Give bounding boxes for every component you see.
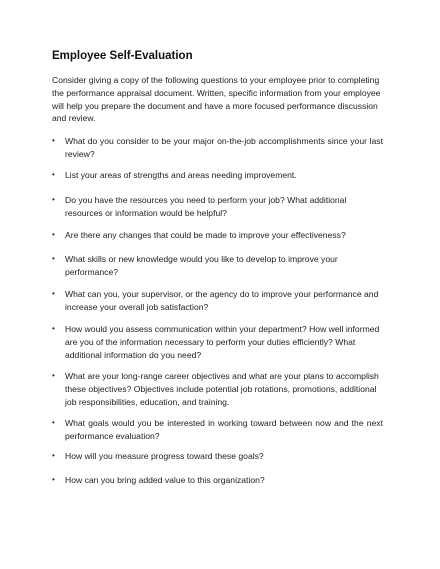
bullet-icon: •: [52, 136, 55, 145]
bullet-icon: •: [52, 289, 55, 298]
bullet-icon: •: [52, 418, 55, 427]
list-item: [52, 135, 382, 161]
question-text: How would you assess communication within your department? How well informed are you of the information necessary to perform your duties efficiently? What additional information do you need?: [65, 324, 380, 360]
list-item: [52, 450, 382, 463]
bullet-icon: •: [52, 371, 55, 380]
question-text: What goals would you be interested in working toward between now and the next performance evaluation?: [65, 418, 383, 441]
bullet-icon: •: [52, 451, 55, 460]
intro-paragraph: Consider giving a copy of the following questions to your employee prior to completing the performance appraisal document. Written, specific information from your employee will help you prepare the document and have a more focused performance discussion and review.: [52, 75, 381, 124]
document-title: Employee Self-Evaluation: [52, 50, 193, 62]
question-text: What are your long-range career objectives and what are your plans to accomplish these objectives? Objectives include potential job rotations, promotions, additional job responsibilities, education, and training.: [65, 371, 379, 407]
question-text: What can you, your supervisor, or the agency do to improve your performance and increase your overall job satisfaction?: [65, 289, 379, 312]
list-item: [52, 288, 382, 314]
list-item: [52, 370, 382, 408]
question-text: What skills or new knowledge would you like to develop to improve your performance?: [65, 254, 338, 277]
bullet-icon: •: [52, 195, 55, 204]
list-item: [52, 229, 382, 242]
question-text: How will you measure progress toward these goals?: [65, 451, 264, 461]
list-item: [52, 323, 382, 361]
list-item: [52, 169, 382, 182]
list-item: [52, 194, 382, 220]
question-text: List your areas of strengths and areas needing improvement.: [65, 170, 297, 180]
bullet-icon: •: [52, 324, 55, 333]
bullet-icon: •: [52, 475, 55, 484]
list-item: [52, 417, 382, 443]
bullet-icon: •: [52, 230, 55, 239]
bullet-icon: •: [52, 254, 55, 263]
list-item: [52, 474, 382, 487]
list-item: [52, 253, 382, 279]
question-text: What do you consider to be your major on-the-job accomplishments since your last review?: [65, 136, 383, 159]
bullet-icon: •: [52, 170, 55, 179]
question-text: Do you have the resources you need to perform your job? What additional resources or information would be helpful?: [65, 195, 347, 218]
question-text: How can you bring added value to this organization?: [65, 475, 265, 485]
question-text: Are there any changes that could be made to improve your effectiveness?: [65, 230, 346, 240]
